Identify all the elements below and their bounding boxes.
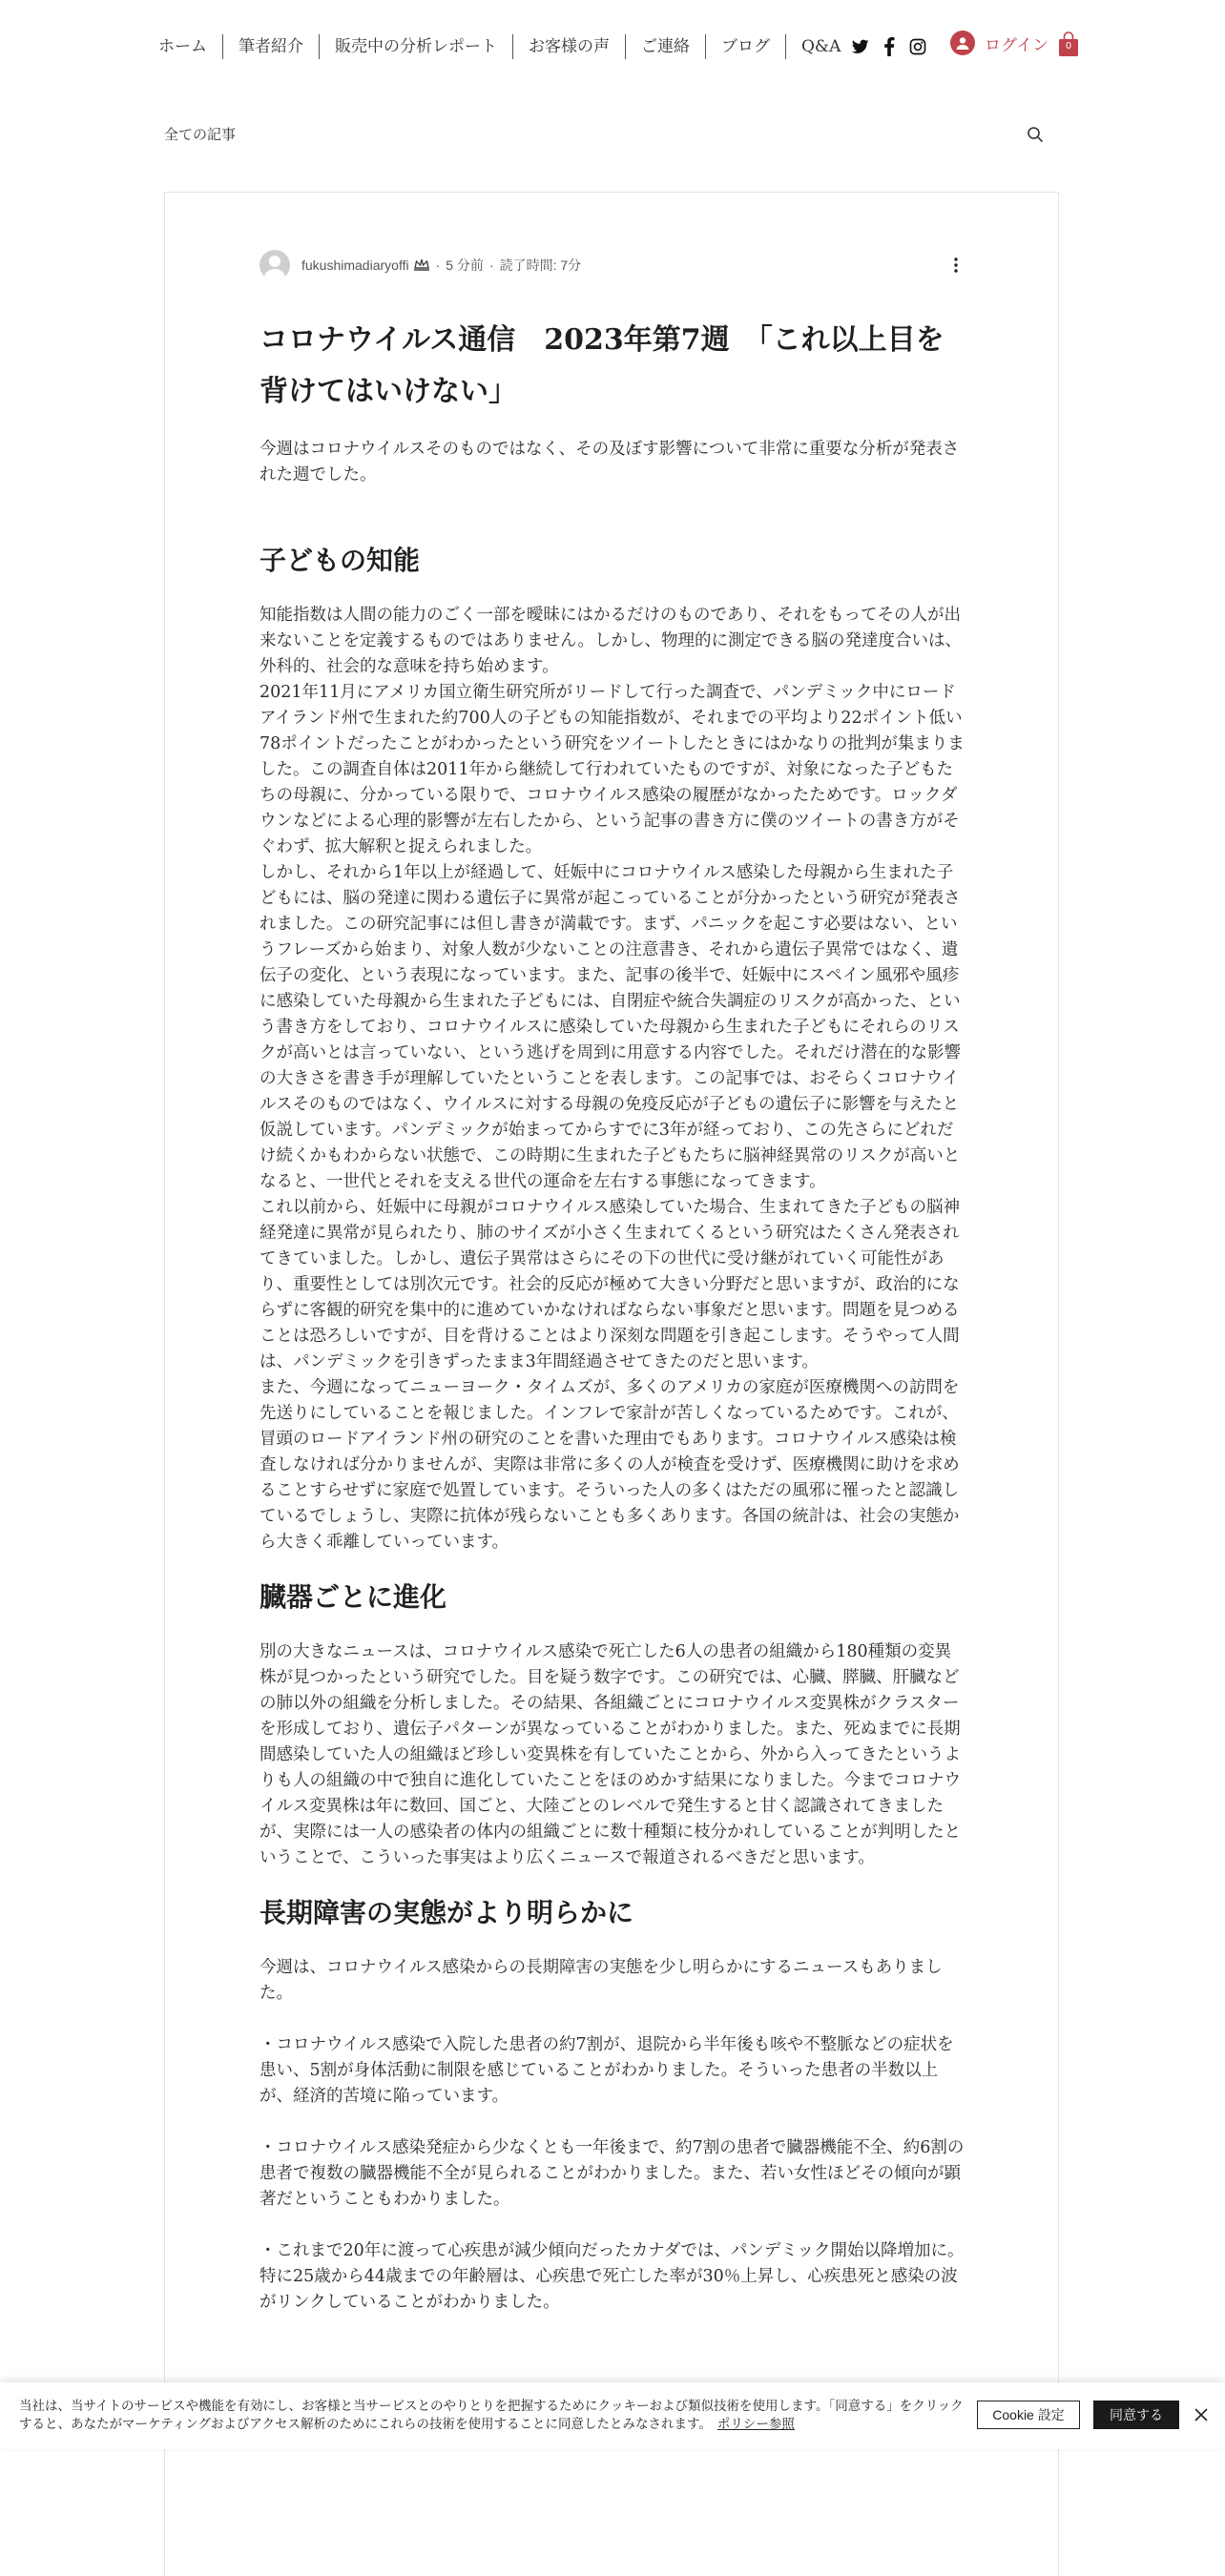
- policy-link[interactable]: ポリシー参照: [716, 2417, 795, 2432]
- section-heading: 臓器ごとに進化: [260, 1581, 447, 1613]
- main-nav: [153, 34, 856, 59]
- site-header: [0, 0, 1225, 95]
- body-paragraph: 別の大きなニュースは、コロナウイルス感染で死亡した6人の患者の組織から180種類の変異株が見つかったという研究でした。目を疑う数字です。この研究では、心臓、膵臓、肝臓などの肺以外の組織を分析しました。その結果、各組織ごとにコロナウイルス変異株がクラスターを形成しており、遺伝子パターンが異なっていることがわかりました。また、死ぬまでに長期間感染していた人の組織ほど珍しい変異株を有していたことから、外から入ってきたというよりも人の組織の中で独自に進化していたことをほのめかす結果になりました。今までコロナウイルス変異株は年に数回、国ごと、大陸ごとのレベルで発生すると甘く認識されてきましたが、実際には一人の感染者の体内の組織ごとに数十種類に枝分かれしていることが判明したということで、こういった事実はより広くニュースで報道されるべきだと思います。: [260, 1642, 961, 1867]
- nav-item-blog[interactable]: ブログ: [705, 34, 785, 59]
- close-icon[interactable]: [1193, 2406, 1210, 2423]
- admin-crown-icon: [413, 258, 430, 272]
- cookie-text: 当社は、当サイトのサービスや機能を有効にし、お客様と当サービスとのやりとりを把握するためにクッキーおよび類似技術を使用します。「同意する」をクリックすると、あなたがマーケティングおよびアクセス解析のためにこれらの技術を使用することに同意したとみなされます。: [19, 2399, 964, 2432]
- facebook-icon[interactable]: [880, 37, 899, 56]
- read-time: 読了時間: 7分: [499, 258, 582, 273]
- nav-item-testimonials[interactable]: お客様の声: [512, 34, 625, 59]
- social-links: [851, 37, 927, 56]
- post-content: [260, 315, 965, 2316]
- meta-separator: ·: [435, 258, 441, 273]
- accept-cookies-button[interactable]: 同意する: [1093, 2401, 1179, 2429]
- post-lead: 今週はコロナウイルスそのものではなく、その及ぼす影響について非常に重要な分析が発表された週でした。: [260, 440, 960, 484]
- post-title: コロナウイルス通信 2023年第7週 「これ以上目を背けてはいけない」: [260, 323, 945, 408]
- body-paragraph: ・これまで20年に渡って心疾患が減少傾向だったカナダでは、パンデミック開始以降増加に。特に25歳から44歳までの年齢層は、心疾患で死亡した率が30％上昇し、心疾患死と感染の波がリンクしていることがわかりました。: [260, 2241, 965, 2312]
- nav-item-author[interactable]: 筆者紹介: [222, 34, 319, 59]
- post-age: 5 分前: [446, 258, 484, 273]
- post-meta: [260, 250, 581, 280]
- cart-count: 0: [1065, 41, 1072, 52]
- more-actions-icon[interactable]: [950, 256, 962, 275]
- meta-separator: ·: [488, 258, 494, 273]
- instagram-icon[interactable]: [908, 37, 927, 56]
- body-paragraph: 知能指数は人間の能力のごく一部を曖昧にはかるだけのものであり、それをもってその人が出来ないことを定義するものではありません。しかし、物理的に測定できる脳の発達度合いは、外科的、社会的な意味を持ち始めます。: [260, 606, 963, 676]
- body-paragraph: しかし、それから1年以上が経過して、妊娠中にコロナウイルス感染した母親から生まれた子どもには、脳の発達に関わる遺伝子に異常が起こっていることが分かったという研究が発表されました。この研究記事には但し書きが満載です。まず、パニックを起こす必要はない、というフレーズから始まり、対象人数が少ないことの注意書き、それから遺伝子異常ではなく、遺伝子の変化、という表現になっています。また、記事の後半で、妊娠中にスペイン風邪や風疹に感染していた母親から生まれた子どもには、自閉症や統合失調症のリスクが高かった、という書き方をしており、コロナウイルスに感染していた母親から生まれた子どもにそれらのリスクが高いとは言っていない、という逃げを周到に用意する内容でした。それだけ潜在的な影響の大きさを書き手が理解していたということを表します。この記事では、おそらくコロナウイルスそのものではなく、ウイルスに対する母親の免疫反応が子どもの遺伝子に影響を与えたと仮説しています。パンデミックが始まってからすでに3年が経っており、この先さらにどれだけ続くかもわからない状態で、この時期に生まれた子どもたちに脳神経異常のリスクが高いとなると、一世代とそれを支える世代の運命を左右する事態になってきます。: [260, 863, 961, 1191]
- user-icon: [950, 31, 975, 55]
- cookie-settings-button[interactable]: Cookie 設定: [977, 2401, 1080, 2429]
- nav-item-contact[interactable]: ご連絡: [625, 34, 705, 59]
- search-icon[interactable]: [1027, 126, 1044, 143]
- body-paragraph: 2021年11月にアメリカ国立衛生研究所がリードして行った調査で、パンデミック中にロードアイランド州で生まれた約700人の子どもの知能指数が、それまでの平均より22ポイント低い78ポイントだったことがわかったという研究をツイートしたときにはかなりの批判が集まりました。この調査自体は2011年から継続して行われていたものですが、対象になった子どもたちの母親に、分かっている限りで、コロナウイルス感染の履歴がなかったためです。ロックダウンなどによる心理的影響が左右したから、という記事の書き方に僕のツイートの書き方がそぐわず、拡大解釈と捉えられました。: [260, 683, 965, 856]
- login-button[interactable]: [950, 31, 1049, 55]
- body-paragraph: また、今週になってニューヨーク・タイムズが、多くのアメリカの家庭が医療機関への訪問を先送りにしていることを報じました。インフレで家計が苦しくなっているためです。これが、冒頭のロードアイランド州の研究のことを書いた理由でもあります。コロナウイルス感染は検査しなければ分かりませんが、実際は非常に多くの人が検査を受けず、医療機関に助けを求めることすらせずに家庭で処置しています。そういった人の多くはただの風邪に罹ったと認識しているでしょうし、実際に抗体が残らないことも多くあります。各国の統計は、社会の実態から大きく乖離していっています。: [260, 1378, 960, 1552]
- cookie-banner: [0, 2382, 1225, 2449]
- body-paragraph: ・コロナウイルス感染発症から少なくとも一年後まで、約7割の患者で臓器機能不全、約6割の患者で複数の臓器機能不全が見られることがわかりました。また、若い女性ほどその傾向が顕著だということもわかりました。: [260, 2138, 965, 2209]
- cart-button[interactable]: [1057, 31, 1080, 57]
- body-paragraph: これ以前から、妊娠中に母親がコロナウイルス感染していた場合、生まれてきた子どもの脳神経発達に異常が見られたり、肺のサイズが小さく生まれてくるという研究はたくさん発表されてきていました。しかし、遺伝子異常はさらにその下の世代に受け継がれていく可能性があり、重要性としては別次元です。社会的反応が極めて大きい分野だと思いますが、政治的にならずに客観的研究を集中的に進めていかなければならない事象だと思います。問題を見つめることは恐ろしいですが、目を背けることはより深刻な問題を引き起こします。そうやって人間は、パンデミックを引きずったまま3年間経過させてきたのだと思います。: [260, 1198, 960, 1371]
- body-paragraph: 今週は、コロナウイルス感染からの長期障害の実態を少し明らかにするニュースもありました。: [260, 1958, 943, 2003]
- nav-item-qa[interactable]: Q&A: [785, 34, 856, 59]
- author-name[interactable]: fukushimadiaryoffi: [301, 258, 409, 273]
- login-label: ログイン: [985, 35, 1049, 55]
- author-avatar[interactable]: [260, 250, 290, 280]
- blog-subbar: [164, 124, 1042, 147]
- nav-item-home[interactable]: ホーム: [158, 37, 207, 56]
- nav-item-reports[interactable]: 販売中の分析レポート: [319, 34, 512, 59]
- body-paragraph: ・コロナウイルス感染で入院した患者の約7割が、退院から半年後も咳や不整脈などの症状を患い、5割が身体活動に制限を感じていることがわかりました。そういった患者の半数以上が、経済的苦境に陥っています。: [260, 2035, 954, 2106]
- twitter-icon[interactable]: [851, 37, 870, 56]
- all-posts-link[interactable]: 全ての記事: [164, 126, 237, 143]
- section-heading: 長期障害の実態がより明らかに: [260, 1897, 634, 1928]
- cookie-message: [19, 2398, 964, 2434]
- section-heading: 子どもの知能: [260, 545, 421, 576]
